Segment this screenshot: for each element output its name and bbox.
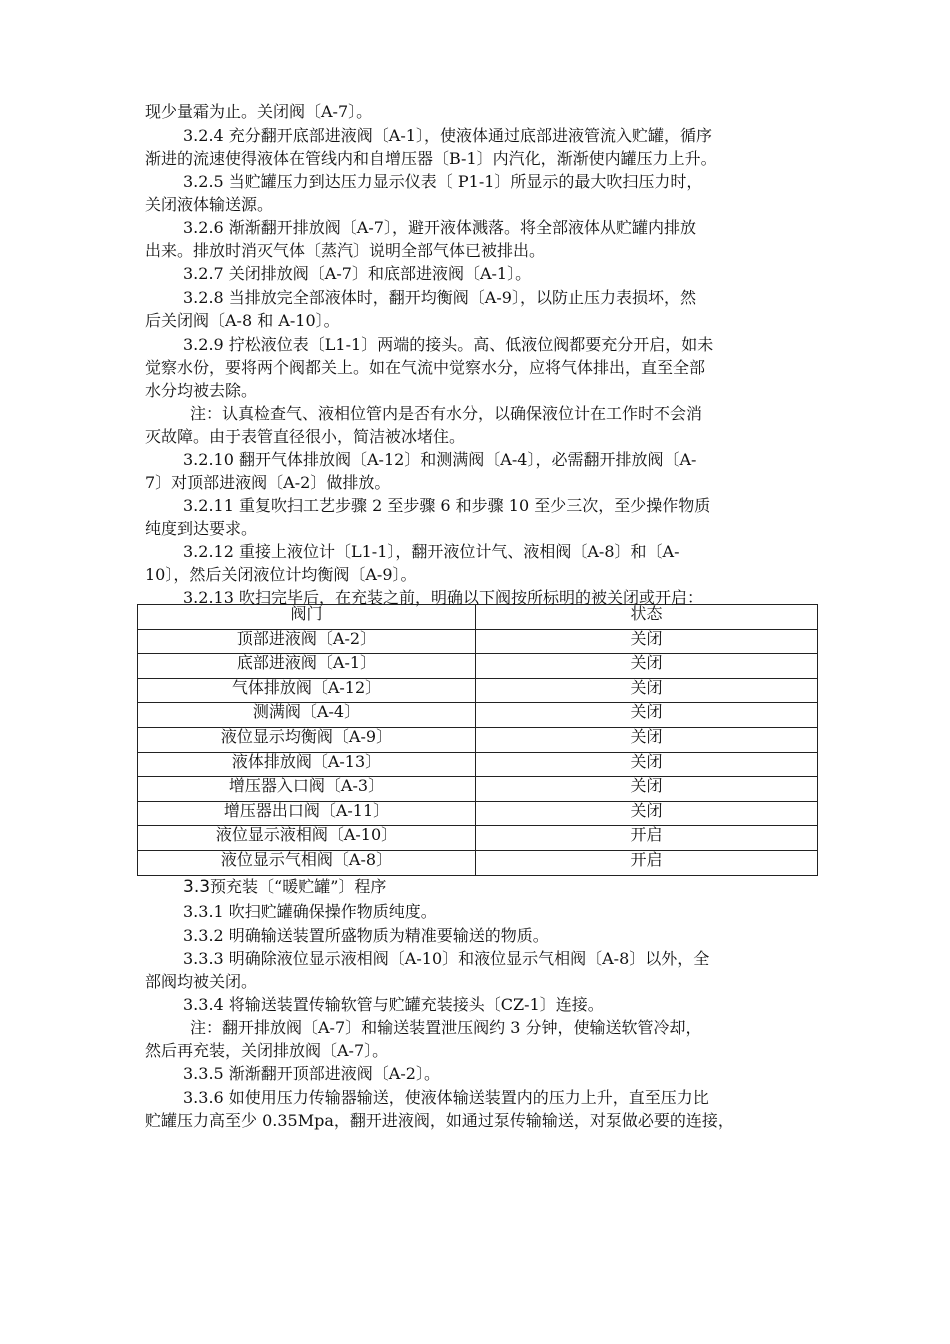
step-3-3-6: 3.3.6 如使用压力传输器输送，使液体输送装置内的压力上升，直至压力比 (183, 1088, 709, 1107)
table-row (138, 752, 818, 777)
step-3-3-2: 3.3.2 明确输送装置所盛物质为精准要输送的物质。 (183, 926, 549, 945)
step-3-3-1: 3.3.1 吹扫贮罐确保操作物质纯度。 (183, 902, 437, 921)
step-3-2-9: 3.2.9 拧松液位表〔L1-1〕两端的接头。高、低液位阀都要充分开启，如未 (183, 335, 714, 354)
valve-cell: 增压器出口阀〔A-11〕 (138, 801, 476, 826)
valve-cell: 液体排放阀〔A-13〕 (138, 752, 476, 777)
text-line: 关闭液体输送源。 (145, 195, 274, 214)
table-row (138, 826, 818, 851)
table-row (138, 678, 818, 703)
section-number: 3.3 (183, 877, 211, 897)
step-3-3-4: 3.3.4 将输送装置传输软管与贮罐充装接头〔CZ-1〕连接。 (183, 995, 604, 1014)
step-3-2-6: 3.2.6 渐渐翻开排放阀〔A-7〕，避开液体溅落。将全部液体从贮罐内排放 (183, 218, 696, 237)
text-line: 出来。排放时消灭气体〔蒸汽〕说明全部气体已被排出。 (145, 241, 546, 260)
step-3-3-5: 3.3.5 渐渐翻开顶部进液阀〔A-2〕。 (183, 1064, 440, 1083)
table-row (138, 850, 818, 875)
step-3-2-4: 3.2.4 充分翻开底部进液阀〔A-1〕，使液体通过底部进液管流入贮罐，循序 (183, 126, 712, 145)
text-line: 现少量霜为止。关闭阀〔A-7〕。 (145, 102, 373, 121)
valve-cell: 底部进液阀〔A-1〕 (138, 654, 476, 679)
text-line: 7〕对顶部进液阀〔A-2〕做排放。 (145, 473, 391, 492)
valve-cell: 液位显示液相阀〔A-10〕 (138, 826, 476, 851)
text-line: 部阀均被关闭。 (145, 972, 258, 991)
text-line: 后关闭阀〔A-8 和 A-10〕。 (145, 311, 340, 330)
status-cell: 关闭 (476, 777, 818, 802)
status-cell: 开启 (476, 826, 818, 851)
step-3-2-12: 3.2.12 重接上液位计〔L1-1〕，翻开液位计气、液相阀〔A-8〕和〔A- (183, 542, 680, 561)
status-cell: 关闭 (476, 727, 818, 752)
step-3-2-5: 3.2.5 当贮罐压力到达压力显示仪表〔 P1-1〕所显示的最大吹扫压力时， (183, 172, 703, 191)
valve-cell: 液位显示均衡阀〔A-9〕 (138, 727, 476, 752)
step-3-2-11: 3.2.11 重复吹扫工艺步骤 2 至步骤 6 和步骤 10 至少三次，至少操作物质 (183, 496, 711, 515)
table-row (138, 703, 818, 728)
step-3-3-3: 3.3.3 明确除液位显示液相阀〔A-10〕和液位显示气相阀〔A-8〕以外，全 (183, 949, 710, 968)
step-3-2-13: 3.2.13 吹扫完毕后，在充装之前，明确以下阀按所标明的被关闭或开启： (183, 588, 703, 607)
note: 注：认真检查气、液相位管内是否有水分，以确保液位计在工作时不会消 (190, 404, 703, 423)
note: 注：翻开排放阀〔A-7〕和输送装置泄压阀约 3 分钟，使输送软管冷却， (190, 1018, 702, 1037)
status-cell: 开启 (476, 850, 818, 875)
text-line: 渐进的流速使得液体在管线内和自增压器〔B-1〕内汽化，渐渐使内罐压力上升。 (145, 149, 717, 168)
table-row (138, 801, 818, 826)
table-header-row (138, 605, 818, 630)
step-3-2-10: 3.2.10 翻开气体排放阀〔A-12〕和测满阀〔A-4〕，必需翻开排放阀〔A- (183, 450, 697, 469)
text-line: 纯度到达要求。 (145, 519, 258, 538)
valve-cell: 气体排放阀〔A-12〕 (138, 678, 476, 703)
valve-status-table (137, 604, 818, 876)
status-cell: 关闭 (476, 678, 818, 703)
section-title: 预充装〔“暖贮罐”〕程序 (210, 877, 387, 896)
section-heading-3-3 (183, 875, 386, 899)
valve-cell: 测满阀〔A-4〕 (138, 703, 476, 728)
text-line: 贮罐压力高至少 0.35Mpa，翻开进液阀，如通过泵传输输送，对泵做必要的连接， (145, 1111, 734, 1130)
text-line: 然后再充装，关闭排放阀〔A-7〕。 (145, 1041, 389, 1060)
table-row (138, 629, 818, 654)
header-status: 状态 (476, 605, 818, 630)
status-cell: 关闭 (476, 801, 818, 826)
step-3-2-8: 3.2.8 当排放完全部液体时，翻开均衡阀〔A-9〕，以防止压力表损坏，然 (183, 288, 696, 307)
text-line: 觉察水份，要将两个阀都关上。如在气流中觉察水分，应将气体排出，直至全部 (145, 358, 706, 377)
status-cell: 关闭 (476, 654, 818, 679)
table-row (138, 727, 818, 752)
status-cell: 关闭 (476, 629, 818, 654)
text-line: 灭故障。由于表管直径很小，简洁被冰堵住。 (145, 427, 466, 446)
status-cell: 关闭 (476, 703, 818, 728)
valve-cell: 液位显示气相阀〔A-8〕 (138, 850, 476, 875)
text-line: 水分均被去除。 (145, 381, 258, 400)
valve-cell: 顶部进液阀〔A-2〕 (138, 629, 476, 654)
valve-cell: 增压器入口阀〔A-3〕 (138, 777, 476, 802)
header-valve: 阀门 (138, 605, 476, 630)
status-cell: 关闭 (476, 752, 818, 777)
table-row (138, 777, 818, 802)
table-row (138, 654, 818, 679)
text-line: 10〕，然后关闭液位计均衡阀〔A-9〕。 (145, 565, 417, 584)
step-3-2-7: 3.2.7 关闭排放阀〔A-7〕和底部进液阀〔A-1〕。 (183, 264, 532, 283)
